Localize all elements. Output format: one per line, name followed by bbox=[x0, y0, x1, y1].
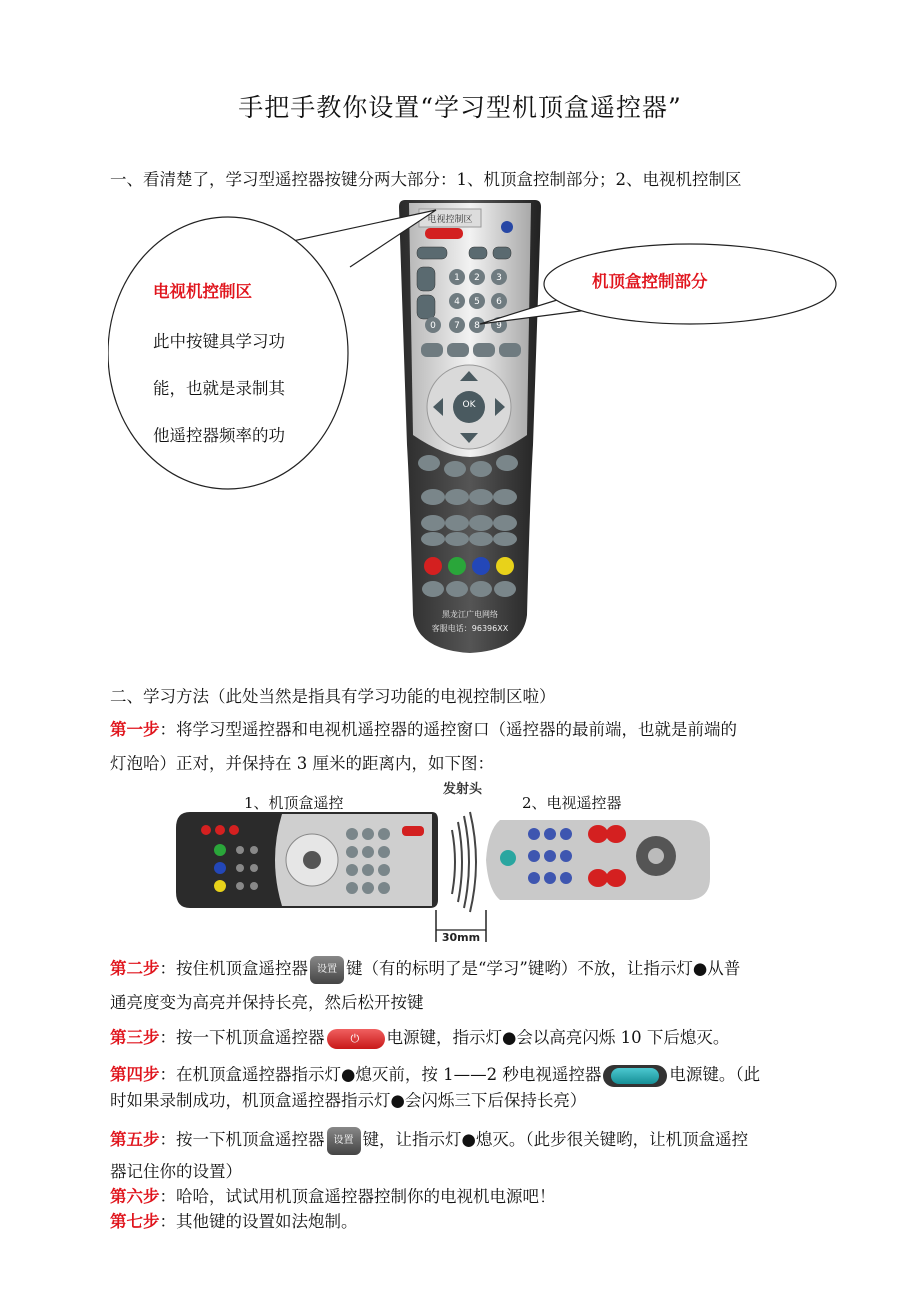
step1-line2: 灯泡哈）正对，并保持在 3 厘米的距离内，如下图： bbox=[110, 754, 494, 773]
power-key-red-icon: ⏻ bbox=[327, 1029, 385, 1049]
brand-line1: 黑龙江广电网络 bbox=[442, 610, 498, 619]
callout-left-line1: 此中按键具学习功 bbox=[153, 332, 285, 351]
learning-position-figure bbox=[170, 800, 720, 945]
svg-text:5: 5 bbox=[474, 297, 480, 307]
callout-right-bubble bbox=[470, 240, 840, 350]
step5-label: 第五步 bbox=[110, 1130, 160, 1149]
step2-line1: 第二步：按住机顶盒遥控器 设置 键（有的标明了是“学习”键哟）不放，让指示灯●从普 bbox=[110, 955, 740, 984]
setup-key-icon: 设置 bbox=[310, 956, 344, 984]
callout-left-line3: 他遥控器频率的功 bbox=[153, 426, 285, 445]
step4-line2: 时如果录制成功，机顶盒遥控器指示灯●会闪烁三下后保持长亮） bbox=[110, 1091, 587, 1110]
power-key-teal-icon bbox=[603, 1065, 667, 1087]
svg-text:4: 4 bbox=[454, 297, 460, 307]
step3-line: 第三步：按一下机顶盒遥控器 ⏻ 电源键，指示灯●会以高亮闪烁 10 下后熄灭。 bbox=[110, 1028, 730, 1047]
step6-label: 第六步 bbox=[110, 1187, 160, 1206]
section2-heading: 二、学习方法（此处当然是指具有学习功能的电视控制区啦） bbox=[110, 687, 556, 706]
svg-text:1: 1 bbox=[454, 273, 460, 283]
callout-left-line2: 能，也就是录制其 bbox=[153, 379, 285, 398]
step3-label: 第三步 bbox=[110, 1028, 160, 1047]
svg-text:8: 8 bbox=[474, 321, 480, 331]
section1-heading: 一、看清楚了，学习型遥控器按键分两大部分：1、机顶盒控制部分；2、电视机控制区 bbox=[110, 170, 742, 189]
remote-top-label: 电视控制区 bbox=[427, 215, 473, 225]
svg-text:6: 6 bbox=[496, 297, 502, 307]
step4-line1: 第四步：在机顶盒遥控器指示灯●熄灭前，按 1——2 秒电视遥控器 电源键。（此 bbox=[110, 1061, 760, 1087]
svg-text:3: 3 bbox=[496, 273, 502, 283]
svg-text:9: 9 bbox=[496, 321, 502, 331]
figure2-caption-right: 2、电视遥控器 bbox=[522, 794, 622, 812]
step1-label: 第一步 bbox=[110, 720, 160, 739]
step5-line2: 器记住你的设置） bbox=[110, 1162, 242, 1181]
step2-line2: 通亮度变为高亮并保持长亮，然后松开按键 bbox=[110, 993, 424, 1012]
callout-right-heading: 机顶盒控制部分 bbox=[592, 272, 708, 291]
page-title: 手把手教你设置“学习型机顶盒遥控器” bbox=[238, 93, 682, 122]
setup-key-icon-2: 设置 bbox=[327, 1127, 361, 1155]
figure2-caption-left: 1、机顶盒遥控 bbox=[244, 794, 344, 812]
ok-label: OK bbox=[462, 400, 476, 410]
emitter-label: 发射头 bbox=[443, 782, 483, 797]
distance-label: 30mm bbox=[441, 931, 481, 944]
step7-line: 第七步：其他键的设置如法炮制。 bbox=[110, 1212, 358, 1231]
svg-text:2: 2 bbox=[474, 273, 480, 283]
step7-label: 第七步 bbox=[110, 1212, 160, 1231]
step6-line: 第六步：哈哈，试试用机顶盒遥控器控制你的电视机电源吧！ bbox=[110, 1187, 556, 1206]
callout-left-bubble bbox=[108, 205, 448, 505]
step4-label: 第四步 bbox=[110, 1065, 160, 1084]
step2-label: 第二步 bbox=[110, 959, 160, 978]
step5-line1: 第五步：按一下机顶盒遥控器 设置 键，让指示灯●熄灭。（此步很关键哟，让机顶盒遥控 bbox=[110, 1126, 748, 1155]
svg-text:0: 0 bbox=[430, 321, 436, 331]
svg-text:7: 7 bbox=[454, 321, 460, 331]
callout-left-heading: 电视机控制区 bbox=[153, 282, 252, 301]
brand-line2: 客服电话：96396XX bbox=[431, 624, 509, 633]
step1-line1: 第一步：将学习型遥控器和电视机遥控器的遥控窗口（遥控器的最前端，也就是前端的 bbox=[110, 720, 737, 739]
